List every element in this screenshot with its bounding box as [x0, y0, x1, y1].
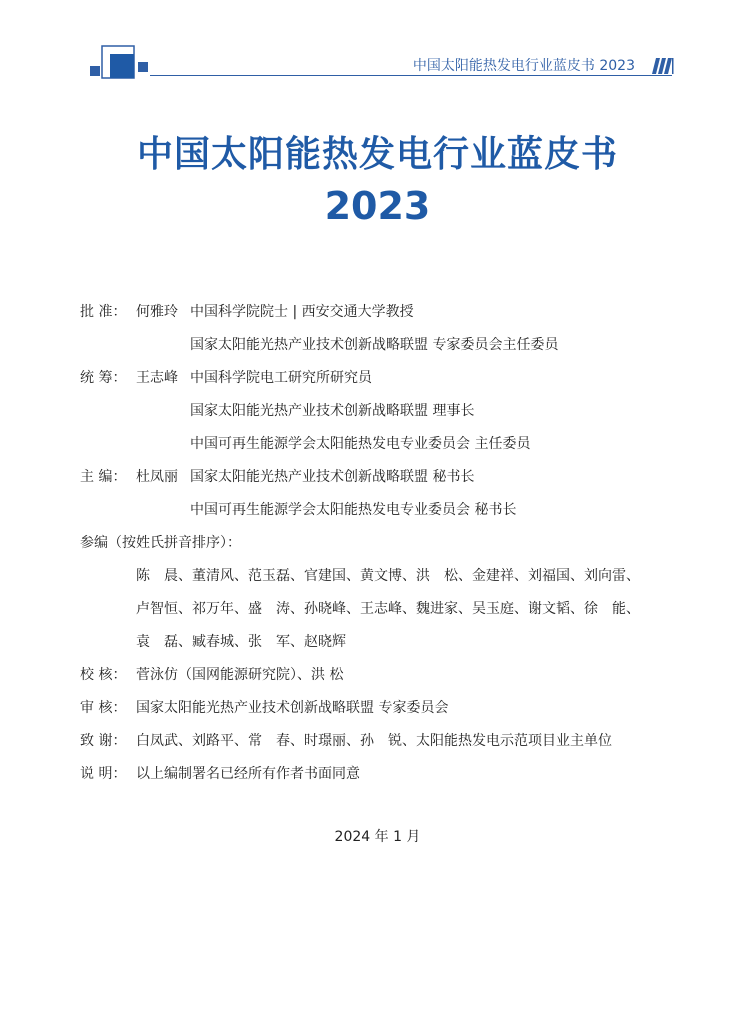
credit-label: 校 核： — [80, 667, 127, 683]
credit-coordinate-cont — [80, 395, 680, 428]
header-divider — [150, 75, 672, 76]
credit-label: 统 筹： — [80, 370, 127, 386]
credits-section — [80, 296, 680, 791]
credit-text: 白凤武、刘路平、常 春、时璟丽、孙 锐、太阳能热发电示范项目业主单位 — [136, 733, 612, 749]
contributors-line: 袁 磊、臧春城、张 军、赵晓辉 — [136, 634, 346, 650]
credit-affiliation: 中国可再生能源学会太阳能热发电专业委员会 秘书长 — [190, 502, 517, 518]
credit-label: 批 准： — [80, 304, 127, 320]
publication-date: 2024 年 1 月 — [334, 829, 421, 845]
credit-editor — [80, 461, 680, 494]
credit-contributors-heading — [80, 527, 680, 560]
credit-label: 主 编： — [80, 469, 127, 485]
slash-decoration-icon — [648, 58, 674, 74]
credit-label: 致 谢： — [80, 733, 127, 749]
contributors-line: 卢智恒、祁万年、盛 涛、孙晓峰、王志峰、魏进家、吴玉庭、谢文韬、徐 能、 — [136, 601, 640, 617]
credit-review — [80, 692, 680, 725]
running-title: 中国太阳能热发电行业蓝皮书 2023 — [412, 58, 635, 74]
contributors-line: 陈 晨、董清风、范玉磊、官建国、黄文博、洪 松、金建祥、刘福国、刘向雷、 — [136, 568, 640, 584]
document-title: 中国太阳能热发电行业蓝皮书 — [136, 134, 618, 175]
credit-name: 王志峰 — [136, 370, 178, 386]
credit-thanks — [80, 725, 680, 758]
credit-label: 说 明： — [80, 766, 127, 782]
contributors-list — [80, 560, 666, 659]
credit-affiliation: 国家太阳能光热产业技术创新战略联盟 理事长 — [190, 403, 475, 419]
credit-affiliation: 国家太阳能光热产业技术创新战略联盟 专家委员会主任委员 — [190, 337, 559, 353]
credit-label: 参编（按姓氏拼音排序）： — [80, 535, 241, 551]
credit-text: 以上编制署名已经所有作者书面同意 — [136, 766, 360, 782]
credit-coordinate-cont — [80, 428, 680, 461]
page-header — [0, 0, 755, 90]
credit-affiliation: 中国可再生能源学会太阳能热发电专业委员会 主任委员 — [190, 436, 531, 452]
credit-label: 审 核： — [80, 700, 127, 716]
credit-affiliation: 中国科学院电工研究所研究员 — [190, 370, 372, 386]
credit-affiliation: 中国科学院院士 | 西安交通大学教授 — [190, 304, 414, 320]
credit-affiliation: 国家太阳能光热产业技术创新战略联盟 秘书长 — [190, 469, 475, 485]
credit-name: 何雅玲 — [136, 304, 178, 320]
credit-coordinate — [80, 362, 680, 395]
credit-note — [80, 758, 680, 791]
credit-text: 菅泳仿（国网能源研究院）、洪 松 — [136, 667, 344, 683]
credit-approve — [80, 296, 680, 329]
credit-editor-cont — [80, 494, 680, 527]
credit-proofread — [80, 659, 680, 692]
credit-name: 杜凤丽 — [136, 469, 178, 485]
credit-approve-cont — [80, 329, 680, 362]
brand-logo-icon — [88, 44, 158, 80]
credit-text: 国家太阳能光热产业技术创新战略联盟 专家委员会 — [136, 700, 449, 716]
document-year: 2023 — [324, 184, 431, 228]
